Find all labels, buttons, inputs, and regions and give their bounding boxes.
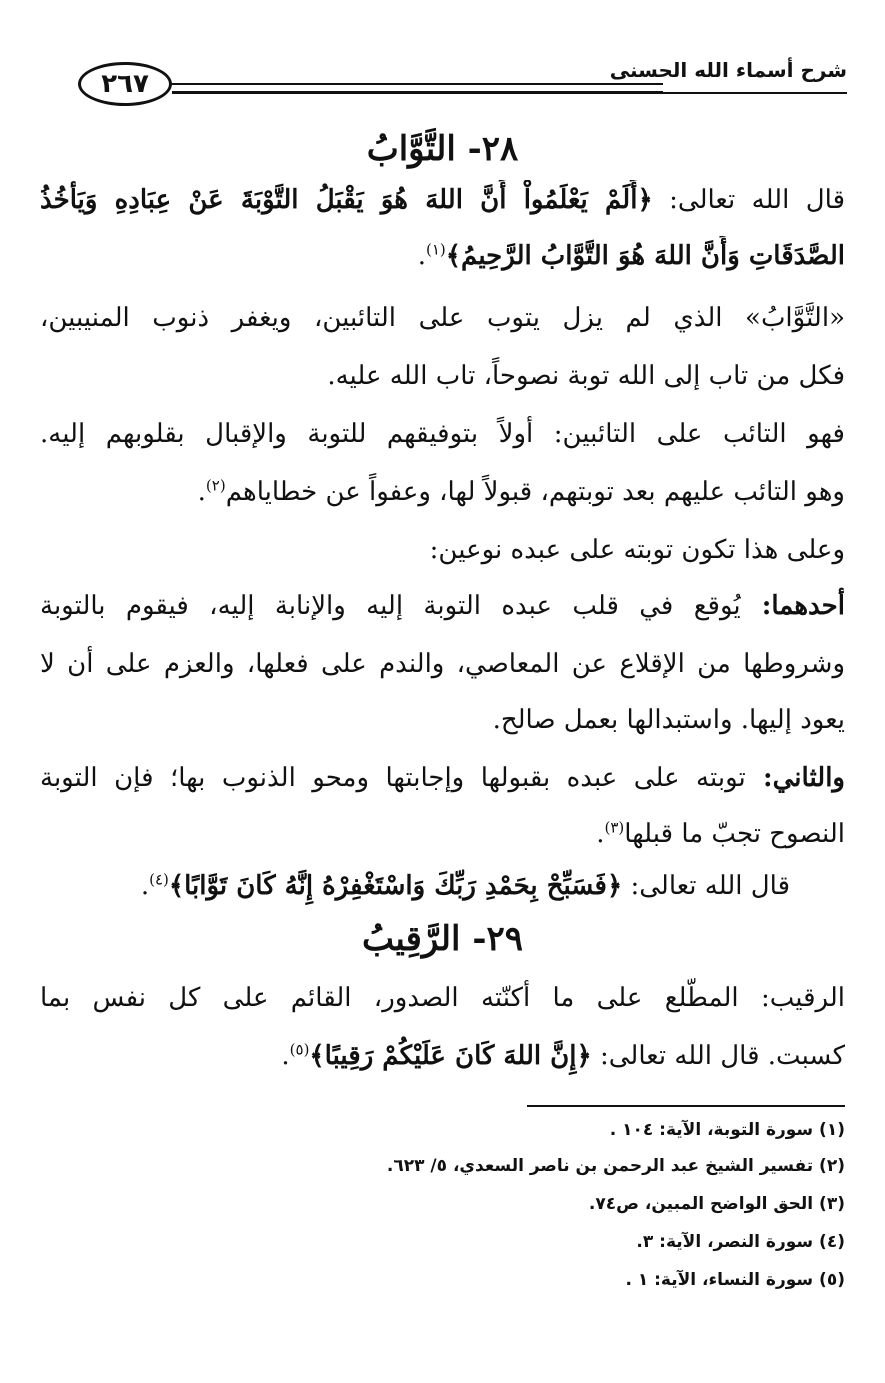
text-line: وعلى هذا تكون توبته على عبده نوعين: <box>429 535 845 565</box>
text-line: الرقيب: المطّلع على ما أكنّته الصدور، القائم على كل نفس بما <box>40 983 845 1013</box>
footnote: (٣) الحق الواضح المبين، ص٧٤. <box>588 1194 845 1214</box>
text-span: كسبت. قال الله تعالى: <box>591 1041 845 1071</box>
text-span: وهو التائب عليهم بعد توبتهم، قبولاً لها، وعفواً عن خطاياهم <box>225 477 845 507</box>
footnote: (٢) تفسير الشيخ عبد الرحمن بن ناصر السعدي، ٥/ ٦٢٣. <box>386 1156 845 1176</box>
text-line: يعود إليها. واستبدالها بعمل صالح. <box>492 705 845 735</box>
quran-verse: الصَّدَقَاتِ وَأَنَّ اللهَ هُوَ التَّوَّابُ الرَّحِيمُ﴾ <box>445 241 845 271</box>
text-span: توبته على عبده بقبولها وإجابتها ومحو الذنوب بها؛ فإن التوبة <box>40 763 746 793</box>
text-line <box>40 758 845 798</box>
footnote-ref: (٥) <box>289 1040 310 1059</box>
text-line: فكل من تاب إلى الله توبة نصوحاً، تاب الله عليه. <box>327 361 845 391</box>
section-heading-29: ٢٩- الرَّقِيبُ <box>362 919 523 959</box>
paragraph-label: والثاني: <box>745 763 845 793</box>
footnote: (٤) سورة النصر، الآية: ٣. <box>636 1232 845 1252</box>
section-heading-28: ٢٨- التَّوَّابُ <box>366 129 519 169</box>
footnote-ref: (١) <box>426 240 446 259</box>
footnote: (٥) سورة النساء، الآية: ١ . <box>625 1270 845 1290</box>
text-line: وهو التائب عليهم بعد توبتهم، قبولاً لها، وعفواً عن خطاياهم$^{(٢)}$. <box>197 476 845 507</box>
text-line <box>40 180 845 220</box>
text-line: فهو التائب على التائبين: أولاً بتوفيقهم للتوبة والإقبال بقلوبهم إليه. <box>40 419 845 449</box>
footnote-ref: (٤) <box>149 870 169 889</box>
footnote-ref: (٢) <box>205 476 226 495</box>
text-line: النصوح تجبّ ما قبلها$^{(٣)}$. <box>596 818 845 849</box>
text-line: «التَّوَّابُ» الذي لم يزل يتوب على التائبين، ويغفر ذنوب المنيبين، <box>40 303 845 333</box>
footnote-separator <box>527 1105 845 1107</box>
header-rule <box>172 92 847 94</box>
quran-verse: ﴿فَسَبِّحْ بِحَمْدِ رَبِّكَ وَاسْتَغْفِرْهُ إِنَّهُ كَانَ تَوَّابًا﴾ <box>168 871 623 901</box>
text-line: الصَّدَقَاتِ وَأَنَّ اللهَ هُوَ التَّوَّابُ الرَّحِيمُ﴾$^{(١)}$. <box>417 240 845 271</box>
footnote-ref: (٣) <box>604 818 625 837</box>
text-span: النصوح تجبّ ما قبلها <box>624 819 845 849</box>
text-span: يُوقع في قلب عبده التوبة إليه والإنابة إليه، فيقوم بالتوبة <box>40 591 741 621</box>
text-line: وشروطها من الإقلاع عن المعاصي، والندم على فعلها، والعزم على أن لا <box>40 649 845 679</box>
running-header-title: شرح أسماء الله الحسنى <box>609 58 847 82</box>
page-number <box>78 62 172 106</box>
quran-verse: ﴿أَلَمْ يَعْلَمُواْ أَنَّ اللهَ هُوَ يَقْبَلُ التَّوْبَةَ عَنْ عِبَادِهِ وَيَأْخُذُ <box>40 185 653 215</box>
footnote: (١) سورة التوبة، الآية: ١٠٤ . <box>609 1120 845 1140</box>
text-line: قال الله تعالى: ﴿فَسَبِّحْ بِحَمْدِ رَبِّكَ وَاسْتَغْفِرْهُ إِنَّهُ كَانَ تَوَّابًا﴾$^{(٤)}$. <box>140 870 790 901</box>
quran-verse: ﴿إِنَّ اللهَ كَانَ عَلَيْكُمْ رَقِيبًا﴾ <box>309 1041 592 1071</box>
text-line: كسبت. قال الله تعالى: ﴿إِنَّ اللهَ كَانَ عَلَيْكُمْ رَقِيبًا﴾$^{(٥)}$. <box>281 1040 845 1071</box>
text-span: قال الله تعالى: <box>622 871 790 901</box>
text-line <box>40 586 845 626</box>
page-number-text: ٢٦٧ <box>101 69 149 99</box>
text-span: قال الله تعالى: <box>652 185 845 215</box>
paragraph-label: أحدهما: <box>740 591 845 621</box>
